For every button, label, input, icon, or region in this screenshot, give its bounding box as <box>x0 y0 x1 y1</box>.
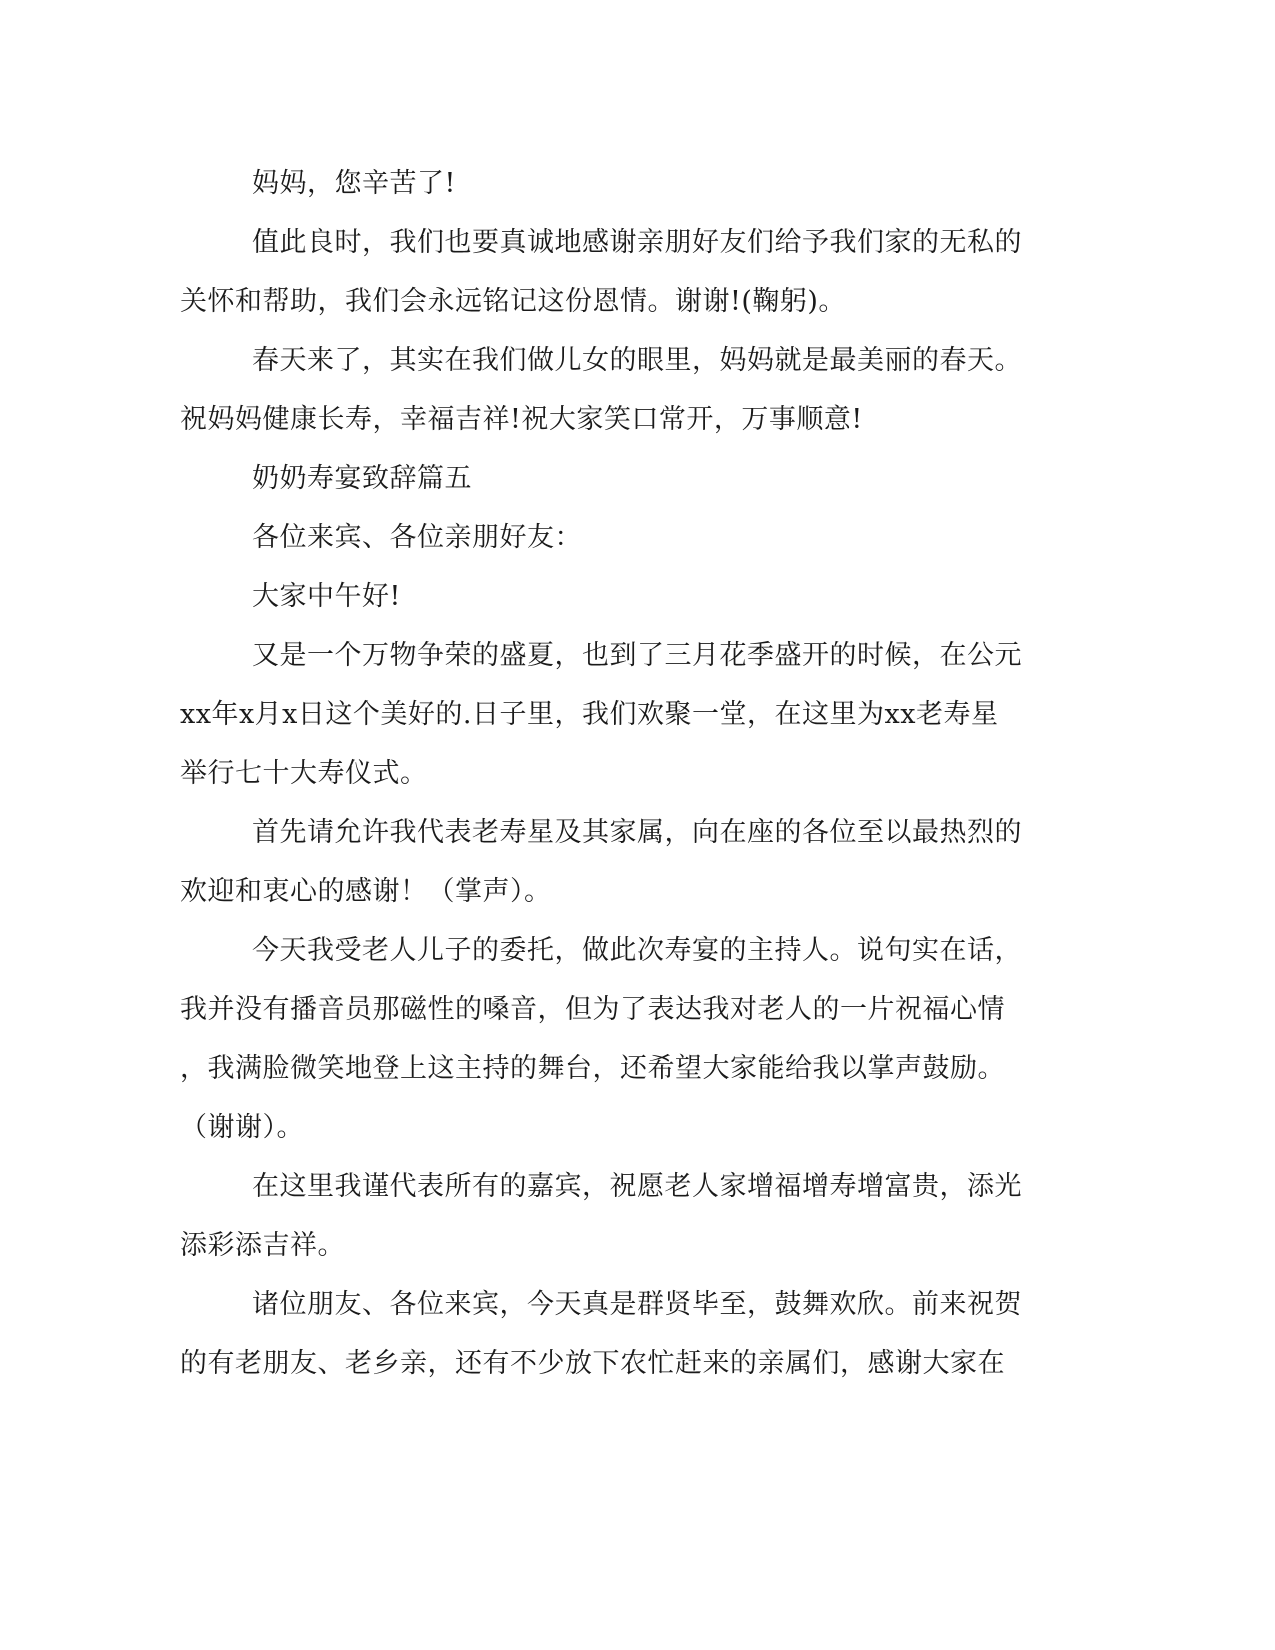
text-line: 奶奶寿宴致辞篇五 <box>252 463 472 494</box>
text-line: 妈妈，您辛苦了! <box>252 168 456 199</box>
text-line: 各位来宾、各位亲朋好友： <box>252 522 582 553</box>
text-line: 欢迎和衷心的感谢！（掌声）。 <box>180 876 552 907</box>
text-line: 在这里我谨代表所有的嘉宾，祝愿老人家增福增寿增富贵，添光 <box>252 1171 1022 1202</box>
paragraph <box>180 154 1040 213</box>
paragraph <box>180 449 1040 508</box>
text-line: 祝妈妈健康长寿，幸福吉祥!祝大家笑口常开，万事顺意! <box>180 404 863 435</box>
text-line: 首先请允许我代表老寿星及其家属，向在座的各位至以最热烈的 <box>252 817 1022 848</box>
paragraph <box>180 567 1040 626</box>
text-line: 的有老朋友、老乡亲，还有不少放下农忙赶来的亲属们，感谢大家在 <box>180 1348 1005 1379</box>
text-line: ，我满脸微笑地登上这主持的舞台，还希望大家能给我以掌声鼓励。 <box>180 1053 1005 1084</box>
paragraph <box>180 626 1040 803</box>
paragraph <box>180 921 1040 1157</box>
text-line: 春天来了，其实在我们做儿女的眼里，妈妈就是最美丽的春天。 <box>252 345 1022 376</box>
text-line: xx年x月x日这个美好的.日子里，我们欢聚一堂，在这里为xx老寿星 <box>180 699 999 730</box>
text-line: 今天我受老人儿子的委托，做此次寿宴的主持人。说句实在话， <box>252 935 1022 966</box>
text-line: 值此良时，我们也要真诚地感谢亲朋好友们给予我们家的无私的 <box>252 227 1022 258</box>
text-line: 又是一个万物争荣的盛夏，也到了三月花季盛开的时候，在公元 <box>252 640 1022 671</box>
paragraph <box>180 213 1040 331</box>
text-line: （谢谢）。 <box>180 1112 304 1143</box>
text-line: 关怀和帮助，我们会永远铭记这份恩情。谢谢!(鞠躬)。 <box>180 286 846 317</box>
text-line: 诸位朋友、各位来宾，今天真是群贤毕至，鼓舞欢欣。前来祝贺 <box>252 1289 1022 1320</box>
text-line: 举行七十大寿仪式。 <box>180 758 428 789</box>
text-line: 我并没有播音员那磁性的嗓音，但为了表达我对老人的一片祝福心情 <box>180 994 1005 1025</box>
text-line: 添彩添吉祥。 <box>180 1230 345 1261</box>
paragraph <box>180 331 1040 449</box>
paragraph <box>180 1275 1040 1393</box>
document-body <box>180 154 1040 1393</box>
paragraph <box>180 508 1040 567</box>
text-line: 大家中午好! <box>252 581 401 612</box>
paragraph <box>180 1157 1040 1275</box>
paragraph <box>180 803 1040 921</box>
